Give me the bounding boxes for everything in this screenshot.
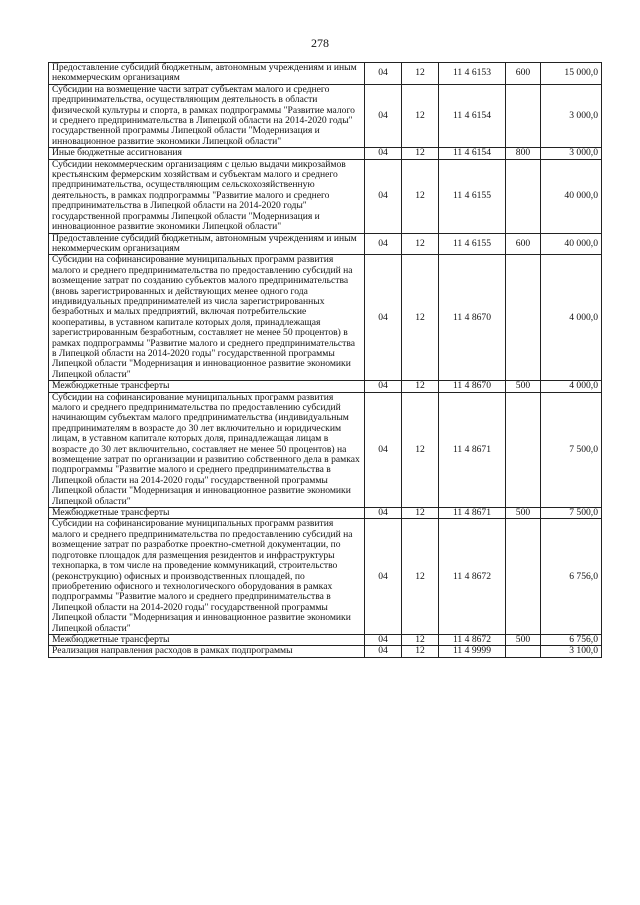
row-amount: 6 756,0 [541,634,602,645]
row-name: Межбюджетные трансферты [49,381,365,392]
row-subsection: 12 [402,392,439,507]
row-name: Иные бюджетные ассигнования [49,148,365,159]
row-amount: 15 000,0 [541,63,602,85]
row-name: Межбюджетные трансферты [49,634,365,645]
row-subsection: 12 [402,634,439,645]
row-amount: 3 100,0 [541,646,602,657]
row-expense-type: 800 [506,148,541,159]
row-section: 04 [365,381,402,392]
row-expense-type: 500 [506,508,541,519]
row-subsection: 12 [402,148,439,159]
row-expense-type [506,159,541,233]
row-subsection: 12 [402,381,439,392]
row-section: 04 [365,392,402,507]
row-section: 04 [365,84,402,147]
row-amount: 7 500,0 [541,392,602,507]
row-name: Межбюджетные трансферты [49,508,365,519]
table-row [49,148,602,159]
row-amount: 3 000,0 [541,84,602,147]
row-target-code: 11 4 6153 [439,63,506,85]
row-name: Предоставление субсидий бюджетным, автономным учреждениям и иным некоммерческим организациям [49,233,365,255]
row-target-code: 11 4 8671 [439,508,506,519]
row-expense-type [506,392,541,507]
row-expense-type [506,646,541,657]
page-number: 278 [311,36,329,50]
row-target-code: 11 4 6154 [439,84,506,147]
table-row [49,84,602,147]
row-subsection: 12 [402,646,439,657]
row-section: 04 [365,646,402,657]
row-subsection: 12 [402,84,439,147]
row-section: 04 [365,148,402,159]
row-name: Реализация направления расходов в рамках подпрограммы [49,646,365,657]
row-amount: 3 000,0 [541,148,602,159]
table-row [49,519,602,634]
row-name: Предоставление субсидий бюджетным, автономным учреждениям и иным некоммерческим организациям [49,63,365,85]
row-target-code: 11 4 6155 [439,233,506,255]
row-section: 04 [365,255,402,381]
row-name: Субсидии на софинансирование муниципальных программ развития малого и среднего предпринимательства по предоставлению субсидий начинающим субъектам малого предпринимательства (индивидуальным предпринимателям в возрасте до 30 лет включительно и юридическим лицам, в уставном капитале которых доля, принадлежащая лицам в возрасте до 30 лет включительно, составляет не менее 50 процентов) на возмещение затрат по организации и развитию собственного дела в рамках подпрограммы "Развитие малого и среднего предпринимательства в Липецкой области на 2014-2020 годы" государственной программы Липецкой области "Модернизация и инновационное развитие экономики Липецкой области" [49,392,365,507]
row-subsection: 12 [402,508,439,519]
row-amount: 6 756,0 [541,519,602,634]
row-amount: 40 000,0 [541,159,602,233]
row-section: 04 [365,159,402,233]
row-section: 04 [365,63,402,85]
row-expense-type [506,519,541,634]
row-target-code: 11 4 8672 [439,519,506,634]
row-expense-type [506,255,541,381]
table-row [49,159,602,233]
row-amount: 4 000,0 [541,381,602,392]
table-row [49,233,602,255]
budget-table [48,62,602,658]
row-expense-type: 600 [506,63,541,85]
table-row [49,381,602,392]
row-target-code: 11 4 6154 [439,148,506,159]
row-expense-type: 500 [506,381,541,392]
row-name: Субсидии на софинансирование муниципальных программ развития малого и среднего предпринимательства по предоставлению субсидий на возмещение затрат по разработке проектно-сметной документации, по подготовке площадок для размещения резидентов и инфраструктуры технопарка, в том числе на проведение коммуникаций, строительство (реконструкцию) офисных и производственных площадей, по приобретению офисного и технологического оборудования в рамках подпрограммы "Развитие малого и среднего предпринимательства в Липецкой области на 2014-2020 годы" государственной программы Липецкой области "Модернизация и инновационное развитие экономики Липецкой области" [49,519,365,634]
row-name: Субсидии на софинансирование муниципальных программ развития малого и среднего предпринимательства по предоставлению субсидий на возмещение затрат по созданию субъектов малого предпринимательства (вновь зарегистрированных и действующих менее одного года индивидуальных предпринимателей из числа зарегистрированных безработных и малых предприятий, включая потребительские кооперативы, в уставном капитале которых доля, принадлежащая зарегистрированным безработным, составляет не менее 50 процентов) в рамках подпрограммы "Развитие малого и среднего предпринимательства в Липецкой области на 2014-2020 годы" государственной программы Липецкой области "Модернизация и инновационное развитие экономики Липецкой области" [49,255,365,381]
table-row [49,508,602,519]
table-row [49,255,602,381]
row-expense-type [506,84,541,147]
row-target-code: 11 4 8670 [439,381,506,392]
row-subsection: 12 [402,233,439,255]
row-target-code: 11 4 8672 [439,634,506,645]
table-row [49,392,602,507]
row-section: 04 [365,508,402,519]
row-subsection: 12 [402,519,439,634]
row-name: Субсидии на возмещение части затрат субъектам малого и среднего предпринимательства, осуществляющим деятельность в области физической культуры и спорта, в рамках подпрограммы "Развитие малого и среднего предпринимательства в Липецкой области на 2014-2020 годы" государственной программы Липецкой области "Модернизация и инновационное развитие экономики Липецкой области" [49,84,365,147]
row-expense-type: 500 [506,634,541,645]
row-section: 04 [365,519,402,634]
row-section: 04 [365,233,402,255]
row-subsection: 12 [402,255,439,381]
row-subsection: 12 [402,159,439,233]
row-target-code: 11 4 8671 [439,392,506,507]
row-target-code: 11 4 6155 [439,159,506,233]
table-row [49,63,602,85]
row-expense-type: 600 [506,233,541,255]
row-target-code: 11 4 8670 [439,255,506,381]
table-row [49,646,602,657]
row-amount: 7 500,0 [541,508,602,519]
row-target-code: 11 4 9999 [439,646,506,657]
table-row [49,634,602,645]
row-amount: 4 000,0 [541,255,602,381]
row-section: 04 [365,634,402,645]
row-name: Субсидии некоммерческим организациям с целью выдачи микрозаймов крестьянским фермерским хозяйствам и субъектам малого и среднего предпринимательства, осуществляющим сельскохозяйственную деятельность, в рамках подпрограммы "Развитие малого и среднего предпринимательства в Липецкой области на 2014-2020 годы" государственной программы Липецкой области "Модернизация и инновационное развитие экономики Липецкой области" [49,159,365,233]
row-subsection: 12 [402,63,439,85]
row-amount: 40 000,0 [541,233,602,255]
